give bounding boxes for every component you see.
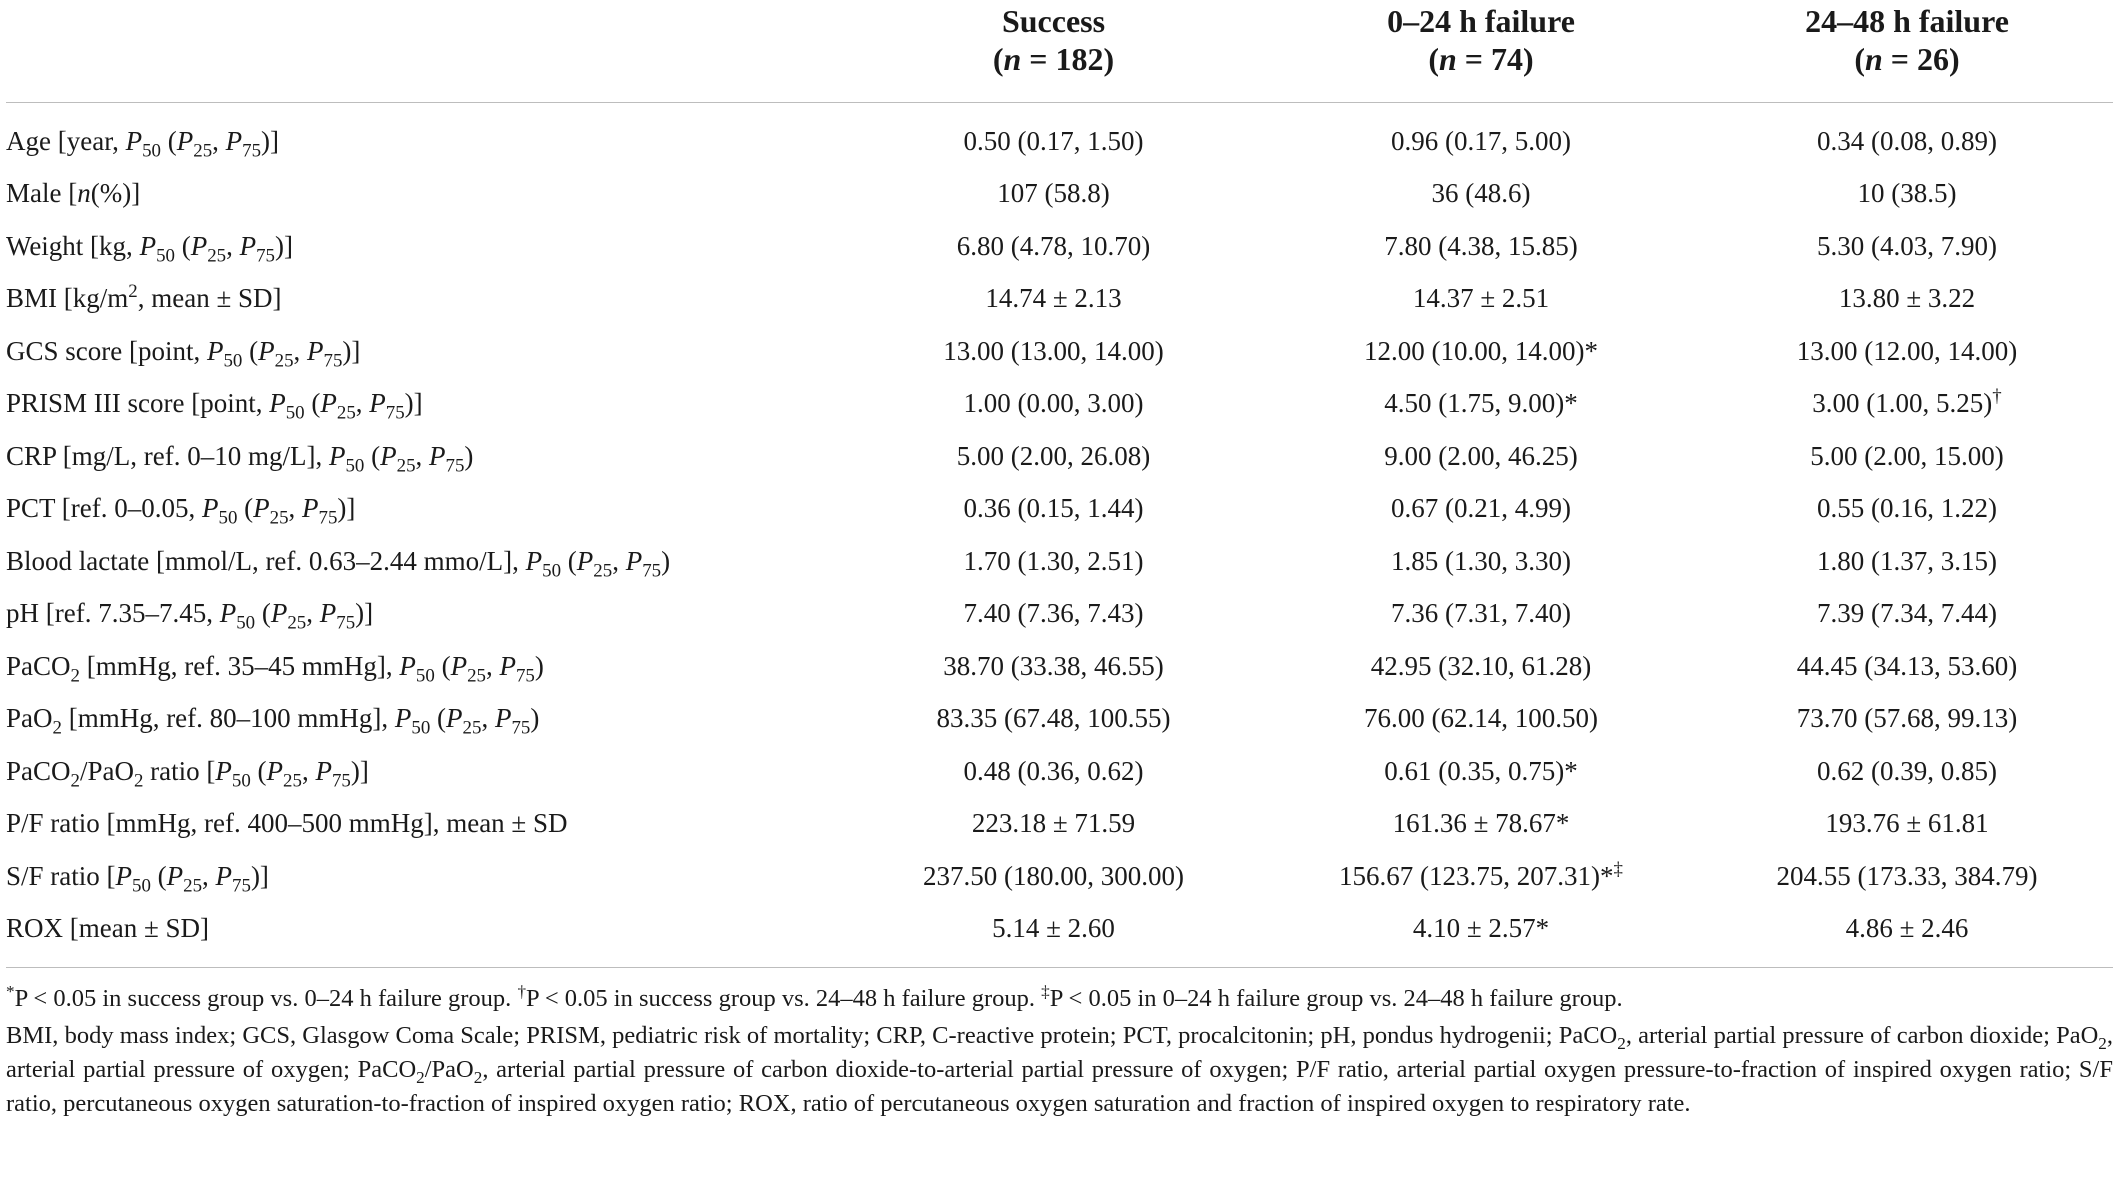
table-header-row (6, 0, 2113, 103)
header-success (846, 0, 1261, 103)
failure-0-24h-value: 0.67 (0.21, 4.99) (1391, 493, 1571, 524)
success-value: 0.50 (0.17, 1.50) (963, 125, 1144, 156)
failure-24-48h-value: 7.39 (7.34, 7.44) (1817, 598, 1997, 629)
success-value: 1.70 (1.30, 2.51) (963, 545, 1144, 576)
header-n: (n = 74) (1428, 41, 1534, 77)
row-label: PaCO$_2$/PaO$_2$ ratio [$P_{50}$ ($P_{25}$, $P_{75}$)] (6, 755, 369, 792)
row-label: Weight [kg, $P_{50}$ ($P_{25}$, $P_{75}$)] (6, 230, 293, 267)
failure-0-24h-value: 42.95 (32.10, 61.28) (1370, 650, 1592, 681)
table-row (6, 325, 2113, 378)
characteristics-table (6, 0, 2113, 968)
header-n: (n = 182) (992, 41, 1115, 77)
failure-24-48h-value: 0.55 (0.16, 1.22) (1817, 493, 1997, 524)
success-value: 83.35 (67.48, 100.55) (936, 703, 1171, 734)
row-label: P/F ratio [mmHg, ref. 400–500 mmHg], mean ± SD (6, 808, 568, 839)
table-footnotes (6, 982, 2113, 1121)
row-label: CRP [mg/L, ref. 0–10 mg/L], $P_{50}$ ($P_{25}$, $P_{75}$) (6, 440, 474, 477)
failure-24-48h-value: 10 (38.5) (1857, 178, 1957, 209)
abbreviations-note: BMI, body mass index; GCS, Glasgow Coma Scale; PRISM, pediatric risk of mortality; CRP, C-reactive protein; PCT, procalcitonin; pH, pondus hydrogenii; PaCO$_2$, arterial partial pressure of carbon dioxide; PaO$_2$, arterial partial pressure of oxygen; PaCO$_2$/PaO$_2$, arterial partial pressure of carbon dioxide-to-arterial partial pressure of oxygen; P/F ratio, arterial partial oxygen pressure-to-fraction of inspired oxygen ratio; S/F ratio, percutaneous oxygen saturation-to-fraction of inspired oxygen ratio; ROX, ratio of percutaneous oxygen saturation and fraction of inspired oxygen to respiratory rate. (6, 1022, 2113, 1117)
success-value: 237.50 (180.00, 300.00) (923, 860, 1184, 891)
failure-24-48h-value: 193.76 ± 61.81 (1825, 808, 1989, 839)
table-row (6, 588, 2113, 641)
header-0-24h-failure (1261, 0, 1701, 103)
failure-0-24h-value: 9.00 (2.00, 46.25) (1384, 440, 1578, 471)
header-24-48h-failure (1701, 0, 2113, 103)
failure-24-48h-value: 0.62 (0.39, 0.85) (1817, 755, 1997, 786)
table-row (6, 103, 2113, 168)
success-value: 0.48 (0.36, 0.62) (963, 755, 1144, 786)
success-value: 223.18 ± 71.59 (971, 808, 1136, 839)
failure-0-24h-value: 7.80 (4.38, 15.85) (1384, 230, 1578, 261)
row-label: GCS score [point, $P_{50}$ ($P_{25}$, $P_{75}$)] (6, 335, 361, 372)
failure-24-48h-value: 44.45 (34.13, 53.60) (1796, 650, 2018, 681)
table-body (6, 103, 2113, 968)
failure-24-48h-value: 5.30 (4.03, 7.90) (1817, 230, 1997, 261)
table-row (6, 378, 2113, 431)
failure-0-24h-value: 76.00 (62.14, 100.50) (1364, 703, 1598, 734)
row-label: Blood lactate [mmol/L, ref. 0.63–2.44 mmo/L], $P_{50}$ ($P_{25}$, $P_{75}$) (6, 545, 671, 582)
success-value: 6.80 (4.78, 10.70) (956, 230, 1151, 261)
row-label: PCT [ref. 0–0.05, $P_{50}$ ($P_{25}$, $P_{75}$)] (6, 493, 356, 529)
table-row (6, 903, 2113, 968)
failure-0-24h-value: 12.00 (10.00, 14.00)* (1364, 335, 1598, 366)
success-value: 0.36 (0.15, 1.44) (963, 493, 1144, 524)
table-row (6, 273, 2113, 326)
failure-24-48h-value: 1.80 (1.37, 3.15) (1817, 545, 1997, 576)
failure-24-48h-value: 204.55 (173.33, 384.79) (1776, 860, 2038, 891)
table-row (6, 483, 2113, 536)
row-label: pH [ref. 7.35–7.45, $P_{50}$ ($P_{25}$, $P_{75}$)] (6, 598, 374, 634)
significance-note: *P < 0.05 in success group vs. 0–24 h failure group. †P < 0.05 in success group vs. 24–48 h failure group. ‡P < 0.05 in 0–24 h failure group vs. 24–48 h failure group. (6, 981, 1623, 1012)
header-title: 0–24 h failure (1387, 3, 1575, 39)
failure-24-48h-value: 13.00 (12.00, 14.00) (1796, 335, 2018, 366)
failure-0-24h-value: 161.36 ± 78.67* (1392, 808, 1570, 839)
success-value: 14.74 ± 2.13 (985, 283, 1122, 314)
table-row (6, 693, 2113, 746)
table-row (6, 640, 2113, 693)
success-value: 107 (58.8) (997, 178, 1110, 209)
row-label: Age [year, $P_{50}$ ($P_{25}$, $P_{75}$)] (6, 125, 280, 162)
header-n: (n = 26) (1854, 41, 1960, 77)
failure-0-24h-value: 4.50 (1.75, 9.00)* (1384, 388, 1578, 419)
row-label: ROX [mean ± SD] (6, 903, 846, 968)
failure-0-24h-value: 36 (48.6) (1431, 178, 1531, 209)
header-title: 24–48 h failure (1805, 3, 2009, 39)
failure-0-24h-value: 14.37 ± 2.51 (1412, 283, 1550, 314)
failure-24-48h-value: 3.00 (1.00, 5.25)† (1812, 386, 2002, 419)
table-row (6, 430, 2113, 483)
success-value: 1.00 (0.00, 3.00) (963, 388, 1144, 419)
success-value: 13.00 (13.00, 14.00) (943, 335, 1164, 366)
row-label: PaO$_2$ [mmHg, ref. 80–100 mmHg], $P_{50}$ ($P_{25}$, $P_{75}$) (6, 703, 540, 739)
row-label: S/F ratio [$P_{50}$ ($P_{25}$, $P_{75}$)] (6, 860, 269, 897)
table-row (6, 168, 2113, 221)
header-label-cell (6, 0, 846, 103)
table-row (6, 535, 2113, 588)
failure-0-24h-value: 0.96 (0.17, 5.00) (1391, 125, 1571, 156)
row-label: BMI [$kg/m^2$, mean ± SD] (6, 281, 282, 314)
table-row (6, 798, 2113, 851)
success-value: 38.70 (33.38, 46.55) (943, 650, 1164, 681)
table-row (6, 850, 2113, 903)
failure-0-24h-value: 156.67 (123.75, 207.31)*‡ (1339, 858, 1623, 891)
success-value: 7.40 (7.36, 7.43) (963, 598, 1144, 629)
row-label: PaCO$_2$ [mmHg, ref. 35–45 mmHg], $P_{50}$ ($P_{25}$, $P_{75}$) (6, 650, 544, 687)
row-label: Male [n(%)] (6, 178, 141, 209)
failure-24-48h-value: 73.70 (57.68, 99.13) (1796, 703, 2018, 734)
failure-24-48h-value: 13.80 ± 3.22 (1838, 283, 1976, 314)
table-row (6, 745, 2113, 798)
failure-0-24h-value: 7.36 (7.31, 7.40) (1391, 598, 1571, 629)
failure-24-48h-value: 5.00 (2.00, 15.00) (1810, 440, 2004, 471)
failure-0-24h-value: 1.85 (1.30, 3.30) (1391, 545, 1571, 576)
failure-0-24h-value: 4.10 ± 2.57* (1261, 903, 1701, 968)
failure-24-48h-value: 4.86 ± 2.46 (1701, 903, 2113, 968)
row-label: PRISM III score [point, $P_{50}$ ($P_{25}$, $P_{75}$)] (6, 388, 423, 424)
header-title: Success (1001, 3, 1106, 39)
success-value: 5.00 (2.00, 26.08) (956, 440, 1151, 471)
failure-0-24h-value: 0.61 (0.35, 0.75)* (1384, 755, 1578, 786)
failure-24-48h-value: 0.34 (0.08, 0.89) (1817, 125, 1997, 156)
success-value: 5.14 ± 2.60 (846, 903, 1261, 968)
table-row (6, 220, 2113, 273)
